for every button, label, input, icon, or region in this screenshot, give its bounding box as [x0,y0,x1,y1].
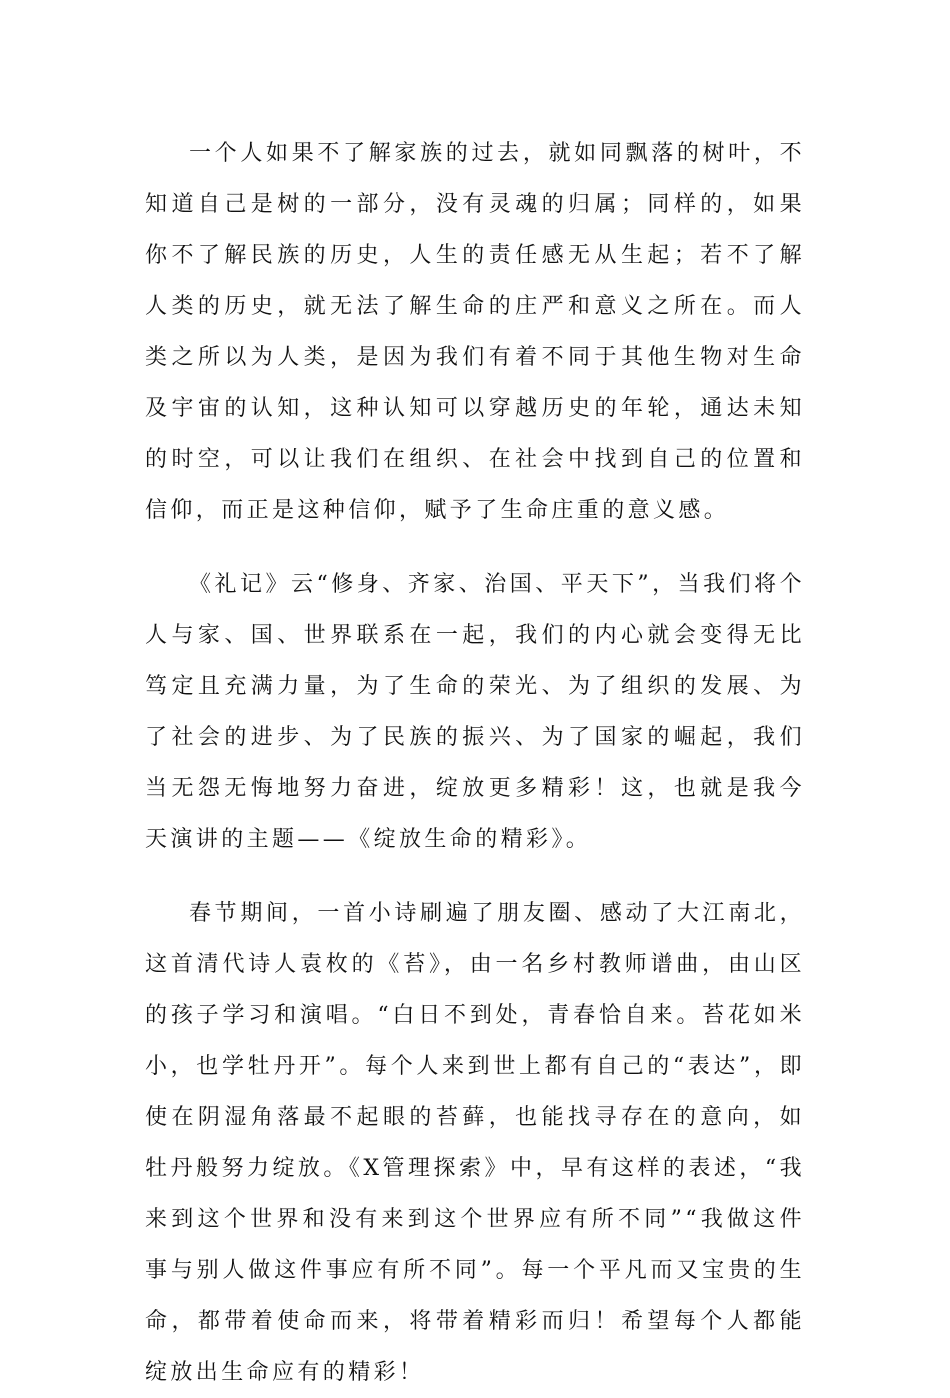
paragraph-liji: 《礼记》云“修身、齐家、治国、平天下”，当我们将个人与家、国、世界联系在一起，我们的内心就会变得无比笃定且充满力量，为了生命的荣光、为了组织的发展、为了社会的进步、为了民族的振兴、为了国家的崛起，我们当无怨无悔地努力奋进，绽放更多精彩！这，也就是我今天演讲的主题——《绽放生命的精彩》。 [145,572,805,852]
paragraph-heritage: 一个人如果不了解家族的过去，就如同飘落的树叶，不知道自己是树的一部分，没有灵魂的归属；同样的，如果你不了解民族的历史，人生的责任感无从生起；若不了解人类的历史，就无法了解生命的庄严和意义之所在。而人类之所以为人类，是因为我们有着不同于其他生物对生命及宇宙的认知，这种认知可以穿越历史的年轮，通达未知的时空，可以让我们在组织、在社会中找到自己的位置和信仰，而正是这种信仰，赋予了生命庄重的意义感。 [145,141,805,523]
paragraph-moss-poem: 春节期间，一首小诗刷遍了朋友圈、感动了大江南北，这首清代诗人袁枚的《苔》，由一名乡村教师谱曲，由山区的孩子学习和演唱。“白日不到处，青春恰自来。苔花如米小，也学牡丹开”。每个人来到世上都有自己的“表达”，即使在阴湿角落最不起眼的苔藓，也能找寻存在的意向，如牡丹般努力绽放。《X管理探索》中，早有这样的表述，“我来到这个世界和没有来到这个世界应有所不同”“我做这件事与别人做这件事应有所不同”。每一个平凡而又宝贵的生命，都带着使命而来，将带着精彩而归！希望每个人都能绽放出生命应有的精彩！ [145,901,805,1385]
document-body [145,128,805,1398]
